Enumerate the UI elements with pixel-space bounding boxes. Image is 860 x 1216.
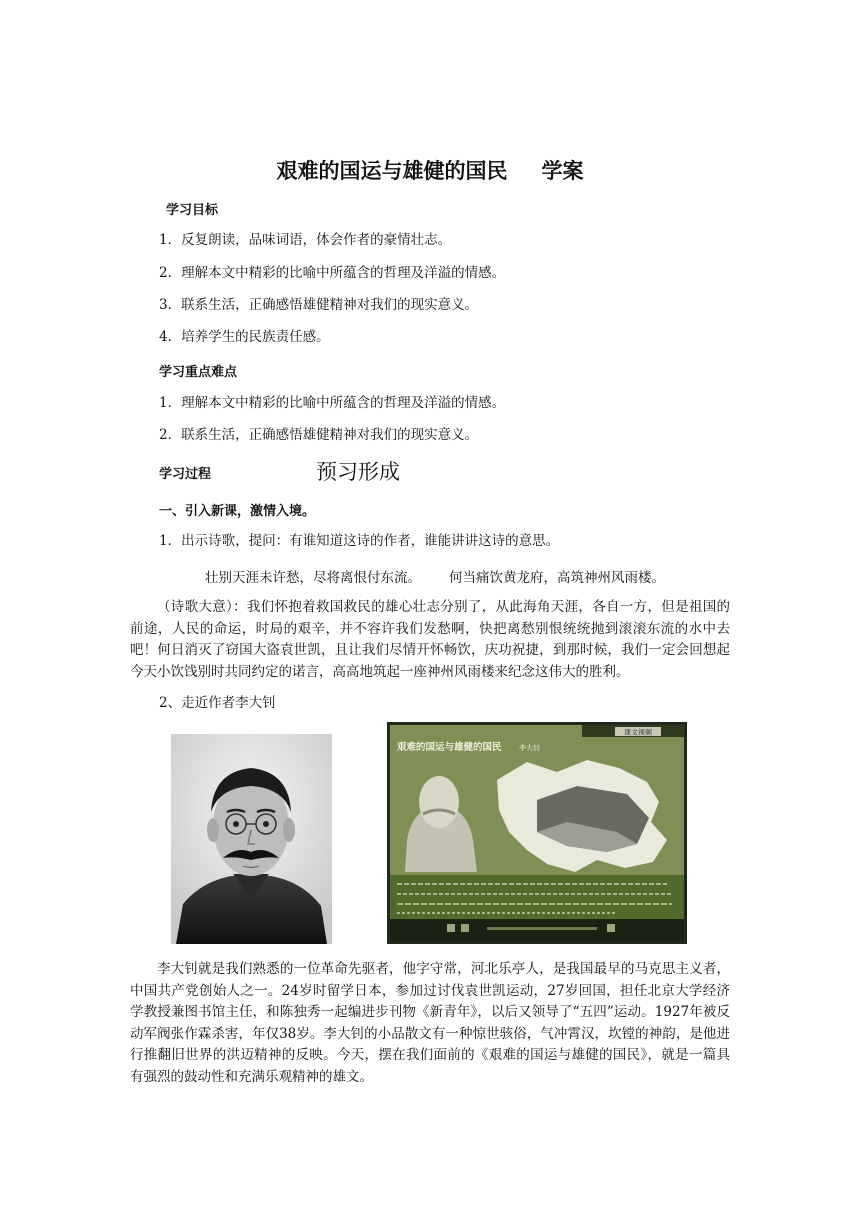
key-point-item: 2．联系生活，正确感悟雄健精神对我们的现实意义。 xyxy=(159,427,479,443)
preview-heading: 预习形成 xyxy=(316,460,400,484)
objective-item: 4．培养学生的民族责任感。 xyxy=(159,329,330,345)
key-points-heading: 学习重点难点 xyxy=(159,365,238,380)
objectives-heading: 学习目标 xyxy=(166,203,219,218)
slide-volume-icon xyxy=(607,924,615,932)
objective-item: 3．联系生活，正确感悟雄健精神对我们的现实意义。 xyxy=(159,297,479,313)
process-heading: 学习过程 xyxy=(159,467,212,482)
step2-text: 2、走近作者李大钊 xyxy=(159,695,276,711)
slide-tab-label: 课文视频 xyxy=(624,728,652,737)
objective-item: 1．反复朗读，品味词语，体会作者的豪情壮志。 xyxy=(159,232,452,248)
objective-item: 2．理解本文中精彩的比喻中所蕴含的哲理及洋溢的情感。 xyxy=(159,265,506,281)
poem-line-1: 壮别天涯未许愁，尽将离恨付东流。 xyxy=(205,570,421,586)
author-paragraph: 李大钊就是我们熟悉的一位革命先驱者，他字守常，河北乐亭人，是我国最早的马克思主义者，中国共产党创始人之一。24岁时留学日本，参加过讨伐袁世凯运动，27岁回国，担任北京大学经济学教授兼图书馆主任，和陈独秀一起编进步刊物《新青年》，以后又领导了“五四”运动。1927年被反动军阀张作霖杀害，年仅38岁。李大钊的小品散文有一种惊世骇俗，气冲霄汉，坎镗的神韵，是他进行推翻旧世界的洪迈精神的反映。今天，摆在我们面前的《艰难的国运与雄健的国民》，就是一篇具有强烈的鼓动性和充满乐观精神的雄文。 xyxy=(130,961,730,1085)
slide-play-icon xyxy=(447,924,455,932)
step1-text: 1．出示诗歌，提问：有谁知道这诗的作者，谁能讲讲这诗的意思。 xyxy=(159,533,560,549)
poem-line-2: 何当痛饮黄龙府，高筑神州风雨楼。 xyxy=(449,570,665,586)
author-portrait-photo xyxy=(171,734,332,944)
slide-title: 艰难的国运与雄健的国民 xyxy=(397,742,502,753)
section1-heading: 一、引入新课，激情入境。 xyxy=(159,504,316,519)
title-suffix: 学案 xyxy=(541,159,584,183)
poem-explanation: （诗歌大意）：我们怀抱着救国救民的雄心壮志分别了，从此海角天涯，各自一方，但是祖国的前途，人民的命运，时局的艰辛，并不容许我们发愁啊，快把离愁别恨统统抛到滚滚东流的水中去吧！何日消灭了窃国大盗袁世凯，且让我们尽情开怀畅饮，庆功祝捷，到那时候，我们一定会回想起今天小饮饯别时共同约定的诺言，高高地筑起一座神州风雨楼来纪念这伟大的胜利。 xyxy=(130,599,730,680)
slide-author: 李大钊 xyxy=(519,744,540,752)
page-title xyxy=(0,155,860,185)
slide-stop-icon xyxy=(461,924,469,932)
key-point-item: 1．理解本文中精彩的比喻中所蕴含的哲理及洋溢的情感。 xyxy=(159,395,506,411)
courseware-slide-image xyxy=(387,722,687,944)
poem xyxy=(205,566,665,586)
title-main: 艰难的国运与雄健的国民 xyxy=(276,159,508,183)
